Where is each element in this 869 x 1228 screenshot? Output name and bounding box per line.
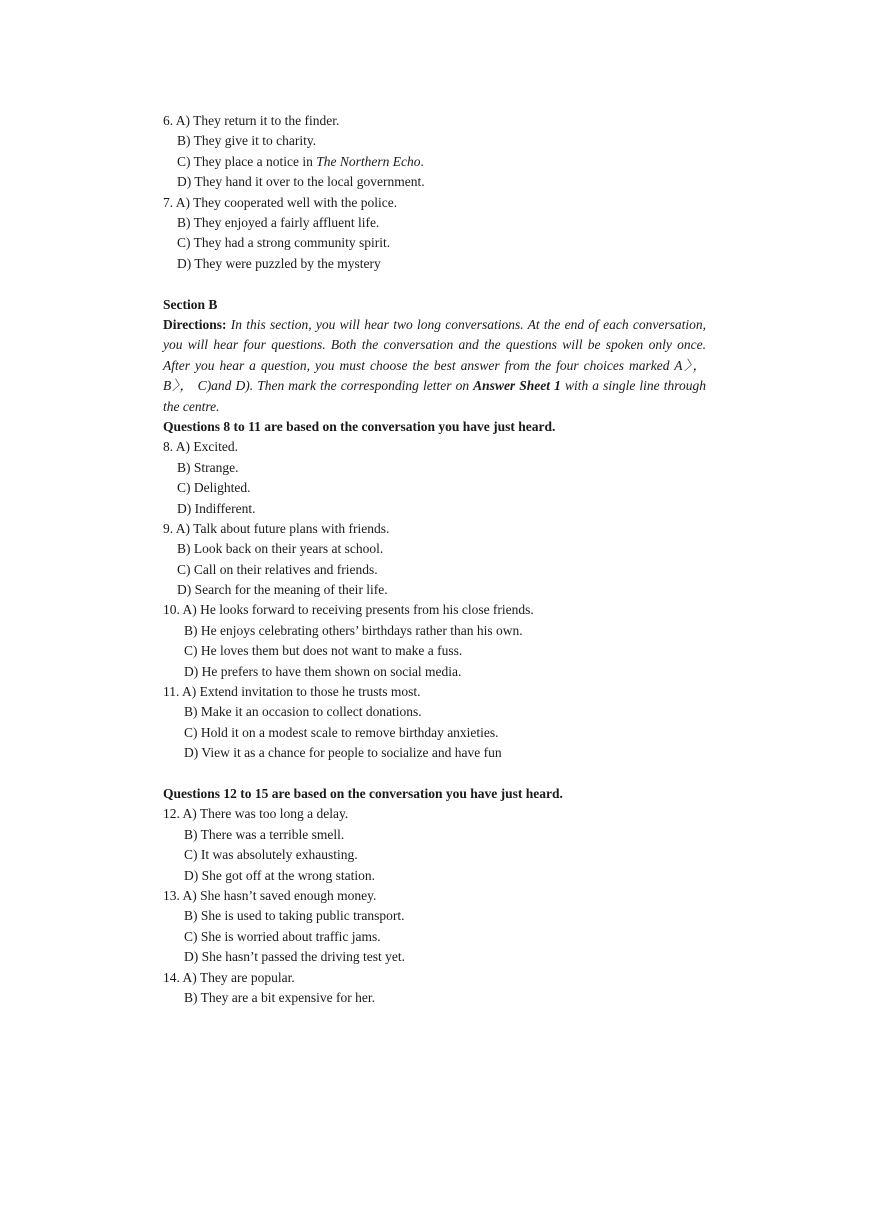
option-label: A): [175, 439, 191, 455]
option-label: A): [175, 113, 191, 128]
question-9-option-a: [163, 519, 706, 539]
option-text: They return it to the finder.: [193, 113, 340, 128]
option-text: They place a notice in: [193, 153, 317, 169]
option-text: He enjoys celebrating others’ birthdays rather than his own.: [200, 622, 523, 638]
option-text: She is used to taking public transport.: [200, 908, 405, 924]
question-8-option-d: [163, 499, 706, 519]
question-7-option-a: [163, 193, 706, 213]
option-label: D): [177, 500, 192, 516]
option-label: C): [184, 643, 198, 659]
option-text: They hand it over to the local government.: [194, 174, 425, 190]
question-number: 7.: [163, 194, 174, 210]
option-label: A): [175, 194, 191, 210]
question-12-option-b: [163, 825, 706, 845]
option-text: Talk about future plans with friends.: [193, 520, 390, 536]
question-6-option-c: [163, 152, 706, 172]
option-label: D): [184, 745, 199, 761]
question-number: 11.: [163, 684, 180, 700]
option-text: Indifferent.: [194, 500, 256, 516]
option-text: He looks forward to receiving presents from his close friends.: [200, 602, 534, 618]
option-label: C): [184, 928, 198, 944]
option-text: He loves them but does not want to make a fuss.: [200, 643, 463, 659]
option-label: D): [184, 949, 199, 965]
question-11-option-c: [163, 723, 706, 743]
option-text: They had a strong community spirit.: [193, 235, 391, 251]
directions-paragraph: [163, 315, 706, 417]
option-text: Look back on their years at school.: [193, 541, 384, 557]
option-text: She hasn’t passed the driving test yet.: [201, 949, 405, 965]
option-label: B): [177, 459, 191, 475]
option-text: There was a terrible smell.: [200, 826, 345, 842]
question-10-option-c: [163, 641, 706, 661]
question-number: 12.: [163, 806, 180, 822]
directions-text-end: with a single line through the centre.: [163, 378, 707, 414]
question-11-option-a: [163, 682, 706, 702]
question-10-option-d: [163, 662, 706, 682]
question-6-option-d: [163, 172, 706, 192]
question-9-option-b: [163, 539, 706, 559]
option-text: They give it to charity.: [193, 133, 317, 149]
answer-sheet-ref: Answer Sheet 1: [473, 378, 561, 394]
option-label: D): [184, 663, 199, 679]
option-text-end: .: [420, 153, 424, 169]
option-label: D): [177, 255, 192, 271]
question-8-option-a: [163, 437, 706, 457]
question-14-option-a: [163, 968, 706, 988]
question-10-option-a: [163, 600, 706, 620]
option-label: B): [177, 541, 191, 557]
directions-text: In this section, you will hear two long conversations. At the end of each conversation, you will hear four questions. Both the conversation and the questions will be spoken only once. After you hear a question, you must choose the best answer from the four choices marked A〉， B〉， C)and D). Then mark the corresponding letter on: [163, 316, 706, 394]
option-text: Search for the meaning of their life.: [194, 582, 388, 598]
question-14-option-b: [163, 988, 706, 1008]
option-label: A): [182, 602, 197, 618]
option-label: C): [184, 724, 198, 740]
option-label: A): [182, 887, 197, 903]
option-text: Hold it on a modest scale to remove birthday anxieties.: [200, 724, 499, 740]
option-text: They are a bit expensive for her.: [200, 989, 375, 1005]
option-label: C): [177, 480, 191, 496]
option-label: B): [184, 704, 198, 720]
option-label: B): [184, 908, 198, 924]
group-heading-8-11: Questions 8 to 11 are based on the conversation you have just heard.: [163, 418, 556, 434]
option-label: A): [182, 969, 197, 985]
option-text: She is worried about traffic jams.: [200, 928, 381, 944]
question-9-option-d: [163, 580, 706, 600]
option-text: Delighted.: [193, 480, 251, 496]
option-label: C): [177, 235, 191, 251]
question-number: 9.: [163, 520, 174, 536]
question-13-option-d: [163, 947, 706, 967]
option-label: C): [184, 847, 198, 863]
option-text: He prefers to have them shown on social media.: [201, 663, 462, 679]
newspaper-title: The Northern Echo: [316, 153, 421, 169]
question-number: 14.: [163, 969, 180, 985]
question-9-option-c: [163, 560, 706, 580]
question-13-option-a: [163, 886, 706, 906]
option-label: D): [177, 582, 192, 598]
question-13-option-c: [163, 927, 706, 947]
option-text: She got off at the wrong station.: [201, 867, 375, 883]
page-content: [163, 111, 706, 1008]
option-text: Extend invitation to those he trusts most.: [199, 684, 421, 700]
question-7-option-b: [163, 213, 706, 233]
option-label: C): [177, 153, 191, 169]
question-8-option-c: [163, 478, 706, 498]
option-label: B): [177, 133, 191, 149]
section-title: Section B: [163, 296, 218, 312]
question-7-option-d: [163, 254, 706, 274]
option-label: B): [184, 989, 198, 1005]
option-label: B): [184, 622, 198, 638]
question-10-option-b: [163, 621, 706, 641]
question-6-option-a: [163, 111, 706, 131]
option-text: They cooperated well with the police.: [193, 194, 398, 210]
question-number: 8.: [163, 439, 174, 455]
option-label: A): [182, 684, 197, 700]
spacer: [163, 764, 706, 784]
option-label: A): [182, 806, 197, 822]
question-8-option-b: [163, 458, 706, 478]
option-label: D): [177, 174, 192, 190]
option-text: Make it an occasion to collect donations.: [200, 704, 422, 720]
question-12-option-a: [163, 804, 706, 824]
question-11-option-b: [163, 702, 706, 722]
option-label: C): [177, 561, 191, 577]
question-6-option-b: [163, 131, 706, 151]
option-text: Excited.: [193, 439, 238, 455]
question-13-option-b: [163, 906, 706, 926]
directions-label: Directions:: [163, 316, 227, 332]
option-text: Strange.: [193, 459, 239, 475]
option-text: They were puzzled by the mystery: [194, 255, 381, 271]
question-number: 10.: [163, 602, 180, 618]
question-11-option-d: [163, 743, 706, 763]
option-text: They are popular.: [199, 969, 295, 985]
question-12-option-c: [163, 845, 706, 865]
option-label: D): [184, 867, 199, 883]
question-number: 13.: [163, 887, 180, 903]
option-text: She hasn’t saved enough money.: [200, 887, 377, 903]
option-text: There was too long a delay.: [199, 806, 349, 822]
option-label: B): [184, 826, 198, 842]
question-number: 6.: [163, 113, 174, 128]
option-text: They enjoyed a fairly affluent life.: [193, 214, 380, 230]
option-text: It was absolutely exhausting.: [200, 847, 358, 863]
group-heading-12-15: Questions 12 to 15 are based on the conversation you have just heard.: [163, 785, 563, 801]
spacer: [163, 274, 706, 294]
option-text: Call on their relatives and friends.: [193, 561, 378, 577]
option-text: View it as a chance for people to socialize and have fun: [201, 745, 502, 761]
option-label: B): [177, 214, 191, 230]
question-12-option-d: [163, 866, 706, 886]
option-label: A): [175, 520, 191, 536]
question-7-option-c: [163, 233, 706, 253]
